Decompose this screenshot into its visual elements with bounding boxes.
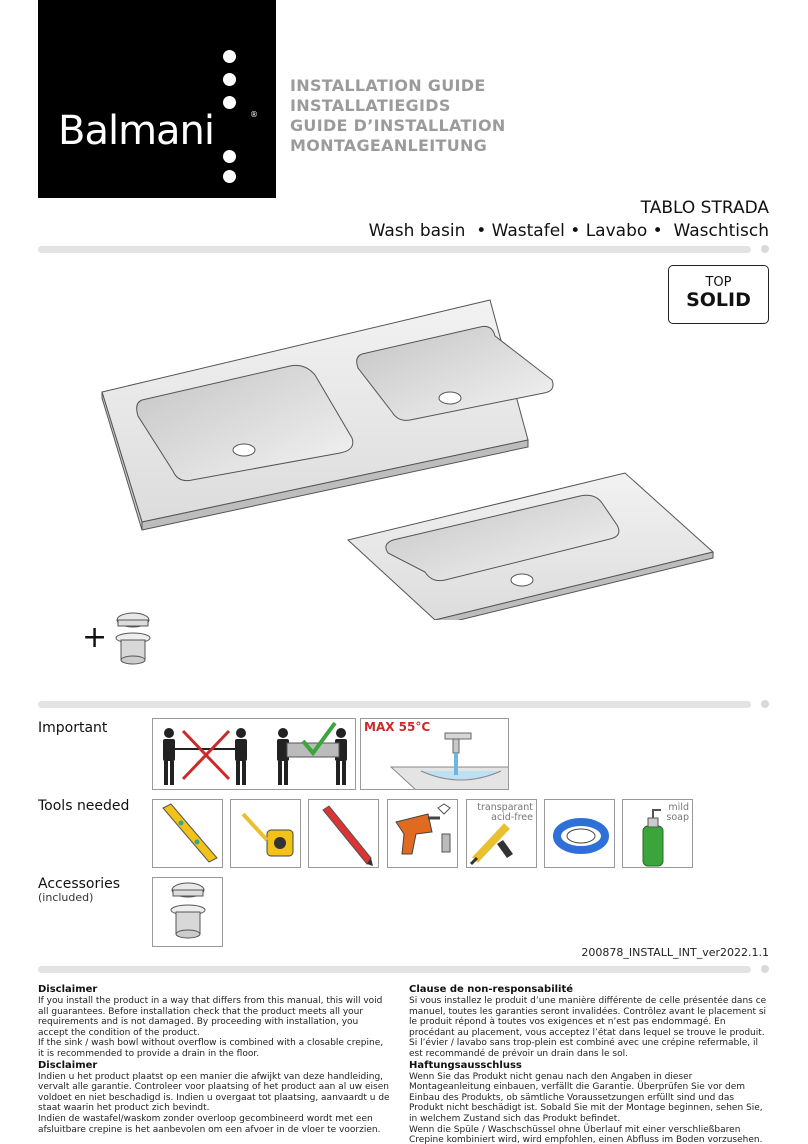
disclaimer-fr-text: Si vous installez le produit d’une manière différente de celle présentée dans ce manuel, toutes les garanties seront invalidées. Contrôlez avant le placement si le produit répond à toutes vos exigences et n’est pas endommagé. En procédant au placement, vous acceptez l’état dans lequel se trouve le produit. Si l’évier / lavabo sans trop-plein est combiné avec une crépine refermable, il est recommandé de prévoir un drain dans le sol. <box>409 996 767 1059</box>
guide-title-nl: INSTALLATIEGIDS <box>290 96 451 115</box>
spirit-level-icon <box>152 799 223 868</box>
double-basin <box>102 300 553 530</box>
disclaimer-de-title: Haftungsausschluss <box>409 1059 522 1071</box>
handling-icon <box>152 718 356 790</box>
disclaimer-en-title: Disclaimer <box>38 984 98 995</box>
logo-dot <box>223 170 236 183</box>
soap-bottle-icon <box>622 799 693 868</box>
logo-wordmark: Balmani <box>58 108 215 154</box>
drain-icon <box>108 610 158 672</box>
guide-title-en: INSTALLATION GUIDE <box>290 76 486 95</box>
logo-dot <box>223 50 236 63</box>
divider <box>38 701 751 708</box>
logo-dot <box>223 150 236 163</box>
product-illustration <box>90 290 740 620</box>
disclaimer-left-column <box>38 984 390 1135</box>
product-subtitle: Wash basin • Wastafel • Lavabo • Waschtisch <box>368 221 769 241</box>
accessories-label: Accessories <box>38 876 121 892</box>
sealant-label: transparant acid-free <box>477 802 533 823</box>
accessories-sublabel: (included) <box>38 891 94 904</box>
logo-dot <box>223 96 236 109</box>
pencil-icon <box>308 799 379 868</box>
single-basin <box>348 473 713 620</box>
disclaimer-de-text: Wenn Sie das Produkt nicht genau nach den Angaben in dieser Montageanleitung einbauen, verfällt die Garantie. Überprüfen Sie vor dem Einbau des Produkts, ob sämtliche Voraussetzungen erfüllt sind und das Produkt nicht beschädigt ist. Sobald Sie mit der Montage beginnen, sehen Sie, in welchem Zustand sich das Produkt befindet. Wenn die Spüle / Waschschüssel ohne Überlauf mit einer verschließbaren Crepine kombiniert wird, wird empfohlen, einen Abfluss im Boden vorzusehen. <box>409 1071 763 1144</box>
tape-measure-icon <box>230 799 301 868</box>
document-reference: 200878_INSTALL_INT_ver2022.1.1 <box>581 946 769 959</box>
accessory-drain-icon <box>152 877 223 947</box>
brand-logo <box>38 0 276 198</box>
divider-dot <box>761 700 769 708</box>
badge-line2: SOLID <box>686 289 751 311</box>
tape-roll-icon <box>544 799 615 868</box>
soap-label: mild soap <box>666 802 689 823</box>
disclaimer-fr-title: Clause de non-responsabilité <box>409 984 574 995</box>
divider <box>38 966 751 973</box>
logo-registered-mark: ® <box>250 110 258 119</box>
divider <box>38 246 751 253</box>
plus-sign: + <box>82 620 108 655</box>
disclaimer-en-text: If you install the product in a way that differs from this manual, this will void all guarantees. Before installation check that the product meets all your requirements and is not damaged. By proceeding with installation, you accept the condition of the product. If the sink / wash bowl without overflow is combined with a closable crepine, it is recommended to provide a drain in the floor. <box>38 996 384 1059</box>
disclaimer-right-column <box>409 984 769 1144</box>
guide-title-de: MONTAGEANLEITUNG <box>290 136 488 155</box>
tools-label: Tools needed <box>38 798 130 814</box>
max-temp-label: MAX 55°C <box>364 720 431 734</box>
logo-dot <box>223 73 236 86</box>
disclaimer-nl-text: Indien u het product plaatst op een manier die afwijkt van deze handleiding, vervalt alle garantie. Controleer voor plaatsing of het product aan al uw eisen voldoet en niet beschadigd is. Indien u overgaat tot plaatsing, aanvaardt u de staat waarin het product zich bevindt. Indien de wastafel/waskom zonder overloop gecombineerd wordt met een afsluitbare crepine is het aanbevolen om een afvoer in de vloer te voorzien. <box>38 1071 390 1135</box>
divider-dot <box>761 965 769 973</box>
product-name: TABLO STRADA <box>640 198 769 218</box>
important-label: Important <box>38 720 108 736</box>
disclaimer-nl-title: Disclaimer <box>38 1059 98 1071</box>
badge-line1: TOP <box>705 275 732 290</box>
sealant-gun-icon <box>466 799 537 868</box>
divider-dot <box>761 245 769 253</box>
max-temperature-icon <box>360 718 509 790</box>
guide-title-fr: GUIDE D’INSTALLATION <box>290 116 506 135</box>
drill-icon <box>387 799 458 868</box>
